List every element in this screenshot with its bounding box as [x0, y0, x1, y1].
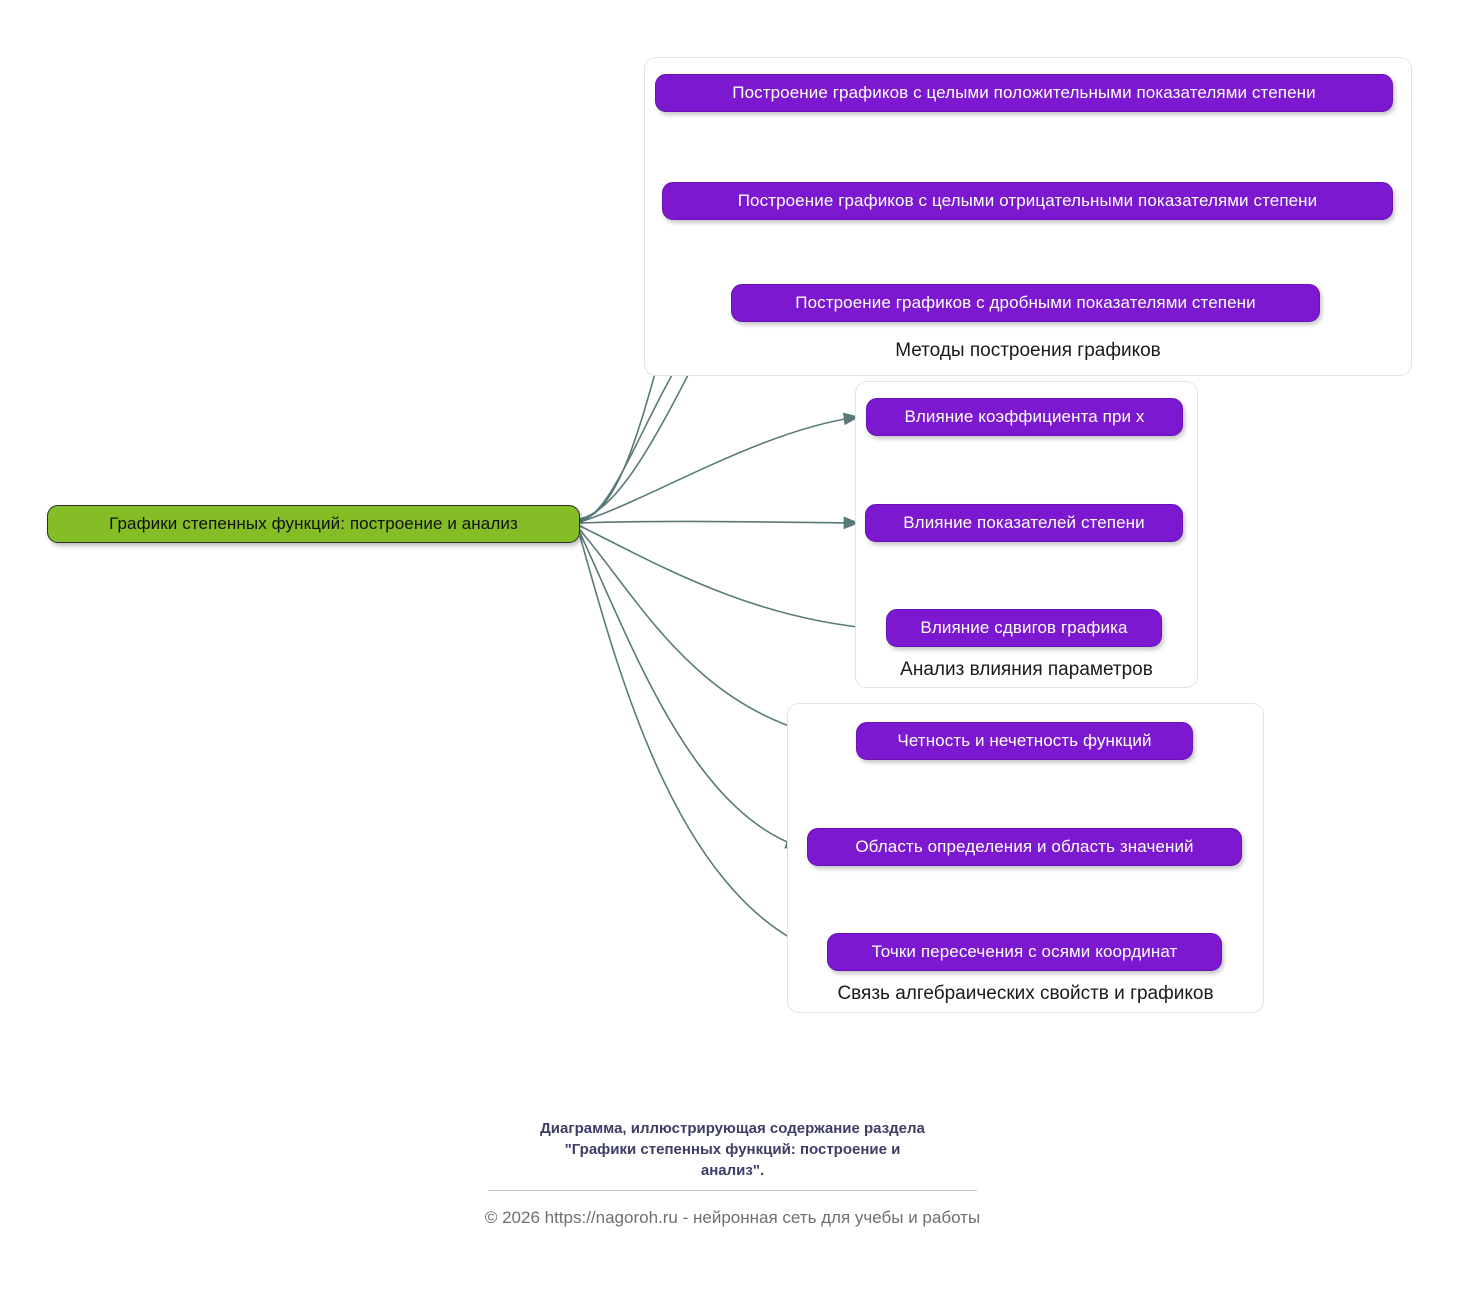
- node-exponent[interactable]: [865, 504, 1183, 542]
- node-label: Влияние коэффициента при x: [904, 407, 1145, 426]
- node-label: Построение графиков с целыми отрицательными показателями степени: [737, 191, 1318, 210]
- caption-line-3: анализ".: [700, 1162, 765, 1179]
- node-fractional[interactable]: [731, 284, 1320, 322]
- node-domain-range[interactable]: [807, 828, 1242, 866]
- group-methods-label: Методы построения графиков: [895, 340, 1161, 361]
- node-label: Построение графиков с дробными показателями степени: [795, 293, 1256, 312]
- edge-root-to-node-coefficient: [580, 417, 858, 522]
- footer-credit: [0, 1208, 1465, 1228]
- node-coefficient[interactable]: [866, 398, 1183, 436]
- node-label: Влияние сдвигов графика: [920, 618, 1128, 637]
- group-algebra-label: Связь алгебраических свойств и графиков: [837, 983, 1214, 1004]
- node-label: Точки пересечения с осями координат: [871, 942, 1178, 961]
- node-shift[interactable]: [886, 609, 1162, 647]
- edge-root-to-node-domain-range: [580, 533, 800, 847]
- node-label: Построение графиков с целыми положительными показателями степени: [732, 83, 1316, 102]
- diagram-caption: [0, 1118, 1465, 1181]
- node-label: Четность и нечетность функций: [897, 731, 1152, 750]
- node-parity[interactable]: [856, 722, 1193, 760]
- node-label: Область определения и область значений: [855, 837, 1194, 856]
- caption-line-2: "Графики степенных функций: построение и: [564, 1141, 901, 1158]
- edge-root-to-node-intersections: [580, 536, 820, 952]
- caption-divider: [488, 1190, 977, 1191]
- edge-root-to-node-exponent: [580, 521, 858, 523]
- node-label: Графики степенных функций: построение и анализ: [109, 514, 518, 533]
- node-intersections[interactable]: [827, 933, 1222, 971]
- node-integer-positive[interactable]: [655, 74, 1393, 112]
- caption-line-1: Диаграмма, иллюстрирующая содержание раздела: [540, 1120, 925, 1137]
- footer-text: © 2026 https://nagoroh.ru - нейронная сеть для учебы и работы: [484, 1208, 981, 1227]
- node-label: Влияние показателей степени: [903, 513, 1145, 532]
- edge-root-to-node-shift: [580, 526, 880, 629]
- group-params-label: Анализ влияния параметров: [900, 659, 1153, 680]
- node-root[interactable]: [47, 505, 580, 543]
- node-integer-negative[interactable]: [662, 182, 1393, 220]
